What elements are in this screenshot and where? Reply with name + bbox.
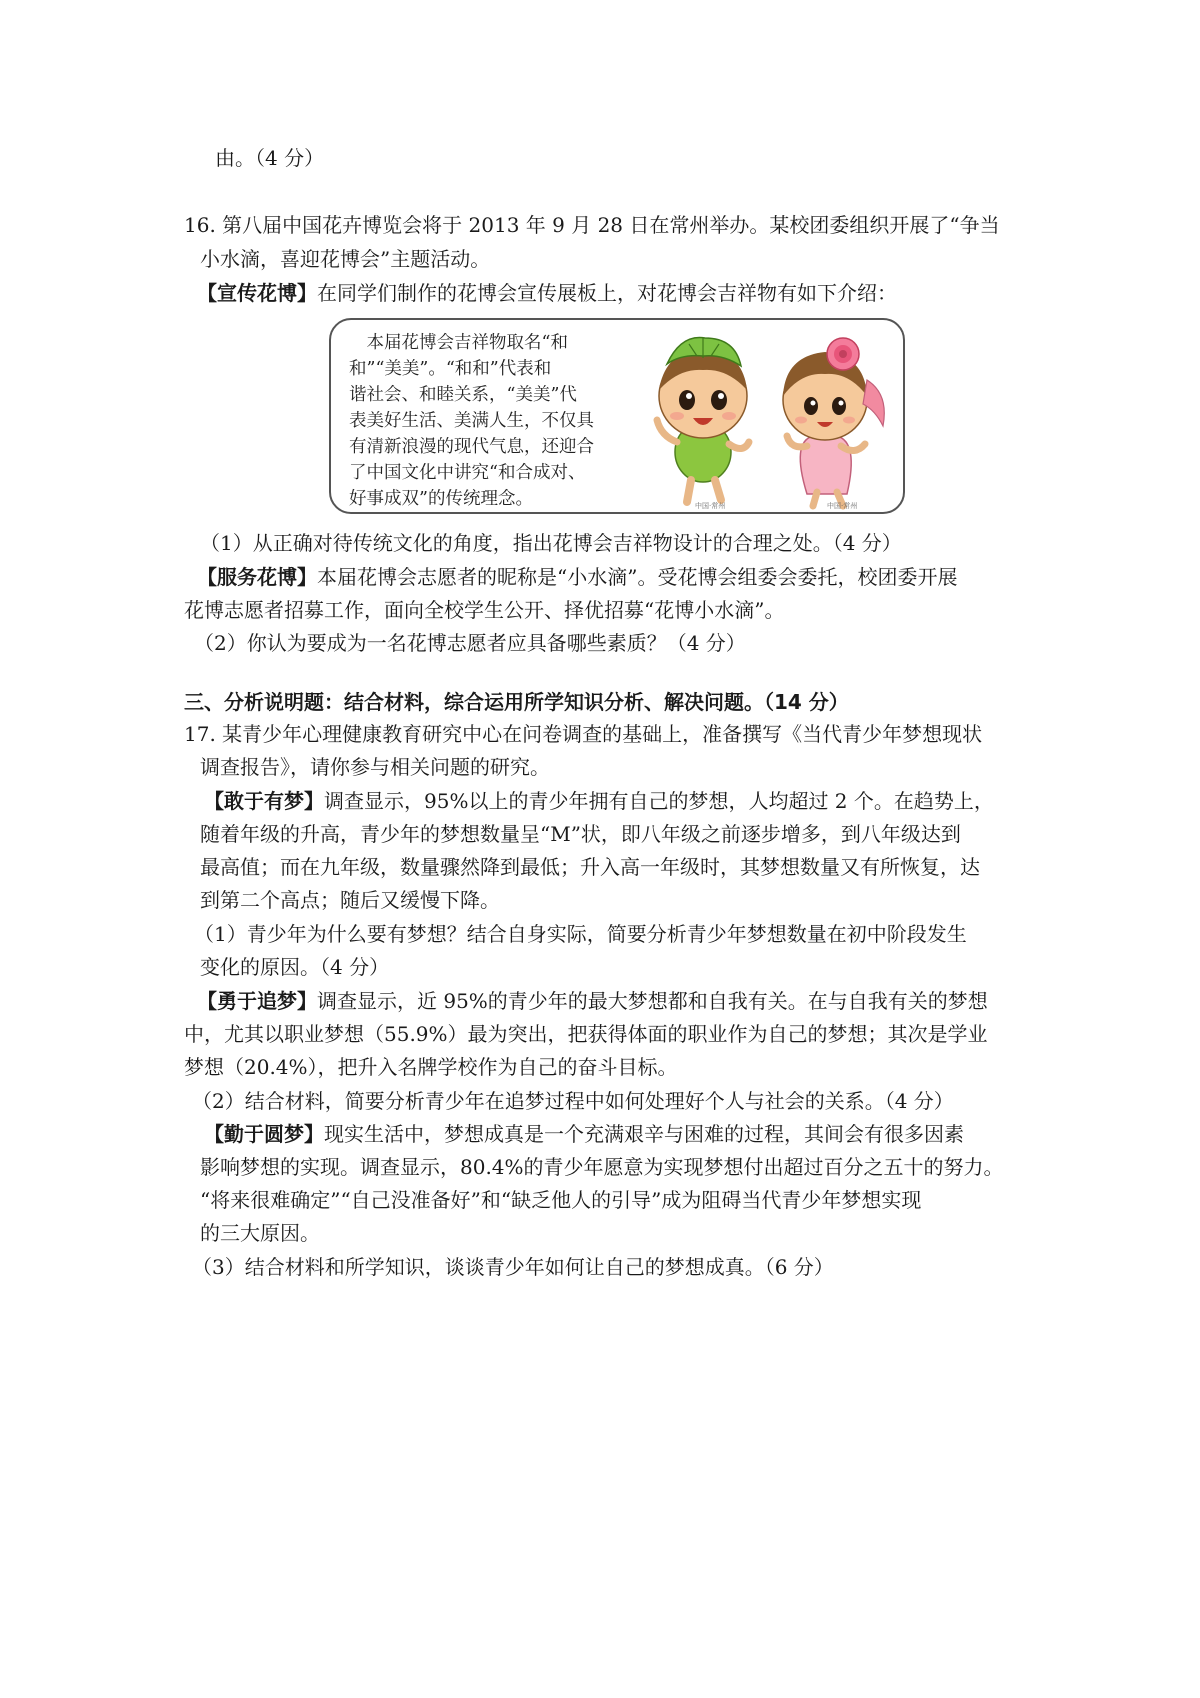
panel-line: 了中国文化中讲究“和合成对、 [349,463,586,483]
mascot-intro-text [349,330,637,512]
mascot-caption-right: 中国·常州 [827,502,858,510]
q17-sub3: （3）结合材料和所学知识，谈谈青少年如何让自己的梦想成真。（6 分） [192,1255,834,1279]
panel-line: 有清新浪漫的现代气息，还迎合 [349,437,594,457]
panel-line: 谐社会、和睦关系，“美美”代 [349,385,577,405]
dream-text: 调查显示，95%以上的青少年拥有自己的梦想，人均超过 2 个。在趋势上， [324,789,994,813]
realize-material-line1 [204,1119,964,1149]
q17-stem-line1: 17. 某青少年心理健康教育研究中心在问卷调查的基础上，准备撰写《当代青少年梦想现状 [184,722,983,746]
q15-continuation: 由。（4 分） [215,146,325,170]
service-text: 本届花博会志愿者的昵称是“小水滴”。受花博会组委会委托，校团委开展 [317,565,958,589]
mascot-caption-left: 中国·常州 [695,502,726,510]
realize-material-line4: 的三大原因。 [200,1221,320,1245]
service-material-line1 [197,562,957,592]
realize-tag: 【勤于圆梦】 [204,1122,324,1146]
q17-sub2: （2）结合材料，简要分析青少年在追梦过程中如何处理好个人与社会的关系。（4 分） [192,1089,954,1113]
dream-tag: 【敢于有梦】 [204,789,324,813]
q17-sub1-line1: （1）青少年为什么要有梦想？结合自身实际，简要分析青少年梦想数量在初中阶段发生 [194,922,967,946]
mascot-hehe [657,338,749,502]
q17-stem-line2: 调查报告》，请你参与相关问题的研究。 [200,755,550,779]
dream-material-line1 [204,786,994,816]
q17-sub1-line2: 变化的原因。（4 分） [200,955,390,979]
mascot-illustration [631,324,901,512]
promo-material [197,278,897,308]
dream-material-line3: 最高值；而在九年级，数量骤然降到最低；升入高一年级时，其梦想数量又有所恢复，达 [200,855,980,879]
q16-stem-line1: 16. 第八届中国花卉博览会将于 2013 年 9 月 28 日在常州举办。某校团委组织开展了“争当 [184,213,1000,237]
realize-text: 现实生活中，梦想成真是一个充满艰辛与困难的过程，其间会有很多因素 [324,1122,964,1146]
q16-stem-line2: 小水滴，喜迎花博会”主题活动。 [200,247,491,271]
q16-sub2: （2）你认为要成为一名花博志愿者应具备哪些素质？（4 分） [194,631,746,655]
promo-text: 在同学们制作的花博会宣传展板上，对花博会吉祥物有如下介绍： [317,281,897,305]
panel-line: 和”“美美”。“和和”代表和 [349,359,552,379]
pursue-text: 调查显示，近 95%的青少年的最大梦想都和自我有关。在与自我有关的梦想 [317,989,988,1013]
panel-line: 好事成双”的传统理念。 [349,489,533,509]
pursue-material-line2: 中，尤其以职业梦想（55.9%）最为突出，把获得体面的职业作为自己的梦想；其次是学业 [184,1022,988,1046]
promo-tag: 【宣传花博】 [197,281,317,305]
panel-line: 本届花博会吉祥物取名“和 [349,333,568,353]
q16-sub1: （1）从正确对待传统文化的角度，指出花博会吉祥物设计的合理之处。（4 分） [200,531,902,555]
mascot-intro-panel [329,318,905,514]
section-three-heading: 三、分析说明题：结合材料，综合运用所学知识分析、解决问题。（14 分） [184,690,849,714]
realize-material-line2: 影响梦想的实现。调查显示，80.4%的青少年愿意为实现梦想付出超过百分之五十的努力。 [200,1155,1004,1179]
mascot-meimei [783,338,884,506]
service-tag: 【服务花博】 [197,565,317,589]
pursue-tag: 【勇于追梦】 [197,989,317,1013]
panel-line: 表美好生活、美满人生，不仅具 [349,411,594,431]
pursue-material-line3: 梦想（20.4%），把升入名牌学校作为自己的奋斗目标。 [184,1055,678,1079]
dream-material-line2: 随着年级的升高，青少年的梦想数量呈“M”状，即八年级之前逐步增多，到八年级达到 [200,822,961,846]
pursue-material-line1 [197,986,988,1016]
dream-material-line4: 到第二个高点；随后又缓慢下降。 [200,888,500,912]
service-material-line2: 花博志愿者招募工作，面向全校学生公开、择优招募“花博小水滴”。 [184,598,785,622]
realize-material-line3: “将来很难确定”“自己没准备好”和“缺乏他人的引导”成为阻碍当代青少年梦想实现 [200,1188,922,1212]
